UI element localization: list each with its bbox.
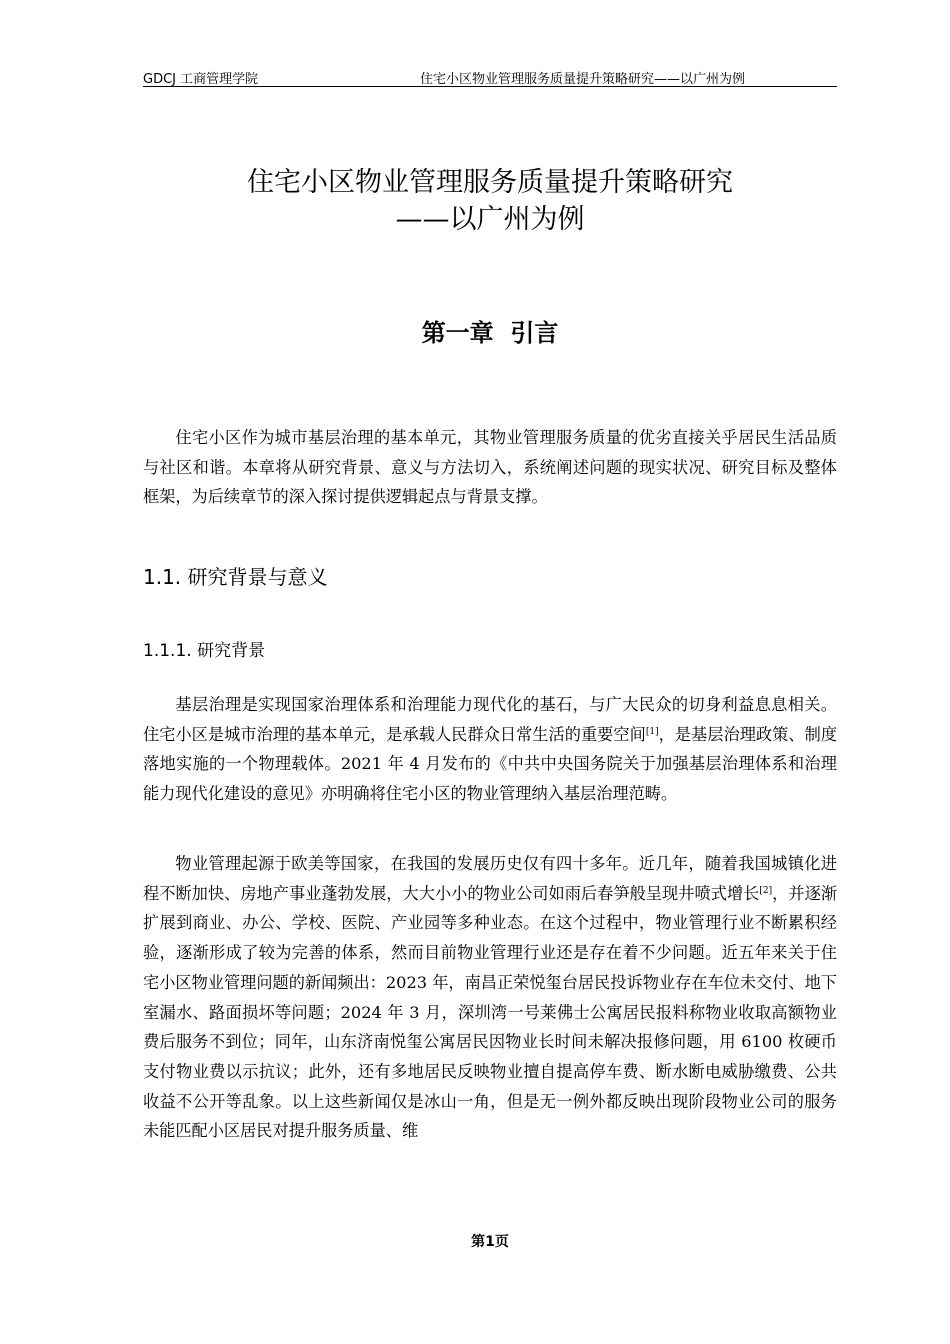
header-divider — [143, 86, 837, 87]
chapter-heading: 第一章 引言 — [421, 319, 559, 347]
section-heading: 1.1. 研究背景与意义 — [143, 565, 328, 589]
paragraph-text: 物业管理起源于欧美等国家，在我国的发展历史仅有四十多年。近几年，随着我国城镇化进程不断加快、房地产事业蓬勃发展，大大小小的物业公司如雨后春笋般呈现井喷式增长 — [143, 854, 837, 903]
intro-paragraph: 住宅小区作为城市基层治理的基本单元，其物业管理服务质量的优劣直接关乎居民生活品质与社区和谐。本章将从研究背景、意义与方法切入，系统阐述问题的现实状况、研究目标及整体框架，为后续章节的深入探讨提供逻辑起点与背景支撑。 — [143, 428, 837, 507]
paper-title: 住宅小区物业管理服务质量提升策略研究 — [247, 167, 733, 198]
paragraph-text: ，并逐渐扩展到商业、办公、学校、医院、产业园等多种业态。在这个过程中，物业管理行业不断累积经验，逐渐形成了较为完善的体系，然而目前物业管理行业还是存在着不少问题。近五年来关于住宅小区物业管理问题的新闻频出：2023 年，南昌正荣悦玺台居民投诉物业存在车位未交付、地下室漏水、路面损坏等问题；2024 年 3 月，深圳湾一号莱佛士公寓居民报料称物业收取高额物业费后服务不到位；同年，山东济南悦玺公寓居民因物业长时间未解决报修问题，用 6100 枚硬币支付物业费以示抗议；此外，还有多地居民反映物业擅自提高停车费、断水断电威胁缴费、公共收益不公开等乱象。以上这些新闻仅是冰山一角，但是无一例外都反映出现阶段物业公司的服务未能匹配小区居民对提升服务质量、维 — [143, 883, 838, 1141]
paragraph-text: 基层治理是实现国家治理体系和治理能力现代化的基石，与广大民众的切身利益息息相关。住宅小区是城市治理的基本单元，是承载人民群众日常生活的重要空间 — [143, 695, 837, 744]
subsection-heading: 1.1.1. 研究背景 — [143, 641, 266, 661]
citation-marker: [1] — [645, 726, 659, 737]
paper-subtitle: ——以广州为例 — [395, 204, 585, 235]
running-header-right: 住宅小区物业管理服务质量提升策略研究——以广州为例 — [420, 72, 746, 87]
body-paragraph-2 — [143, 849, 837, 1146]
running-header-left: GDCJ 工商管理学院 — [143, 72, 259, 87]
citation-marker: [2] — [759, 885, 773, 896]
body-paragraph-1 — [143, 690, 837, 809]
paragraph-text: ，是基层治理政策、制度落地实施的一个物理载体。2021 年 4 月发布的《中共中央国务院关于加强基层治理体系和治理能力现代化建设的意见》亦明确将住宅小区的物业管理纳入基层治理范畴。 — [143, 724, 838, 804]
page-number: 第1页 — [471, 1234, 509, 1250]
